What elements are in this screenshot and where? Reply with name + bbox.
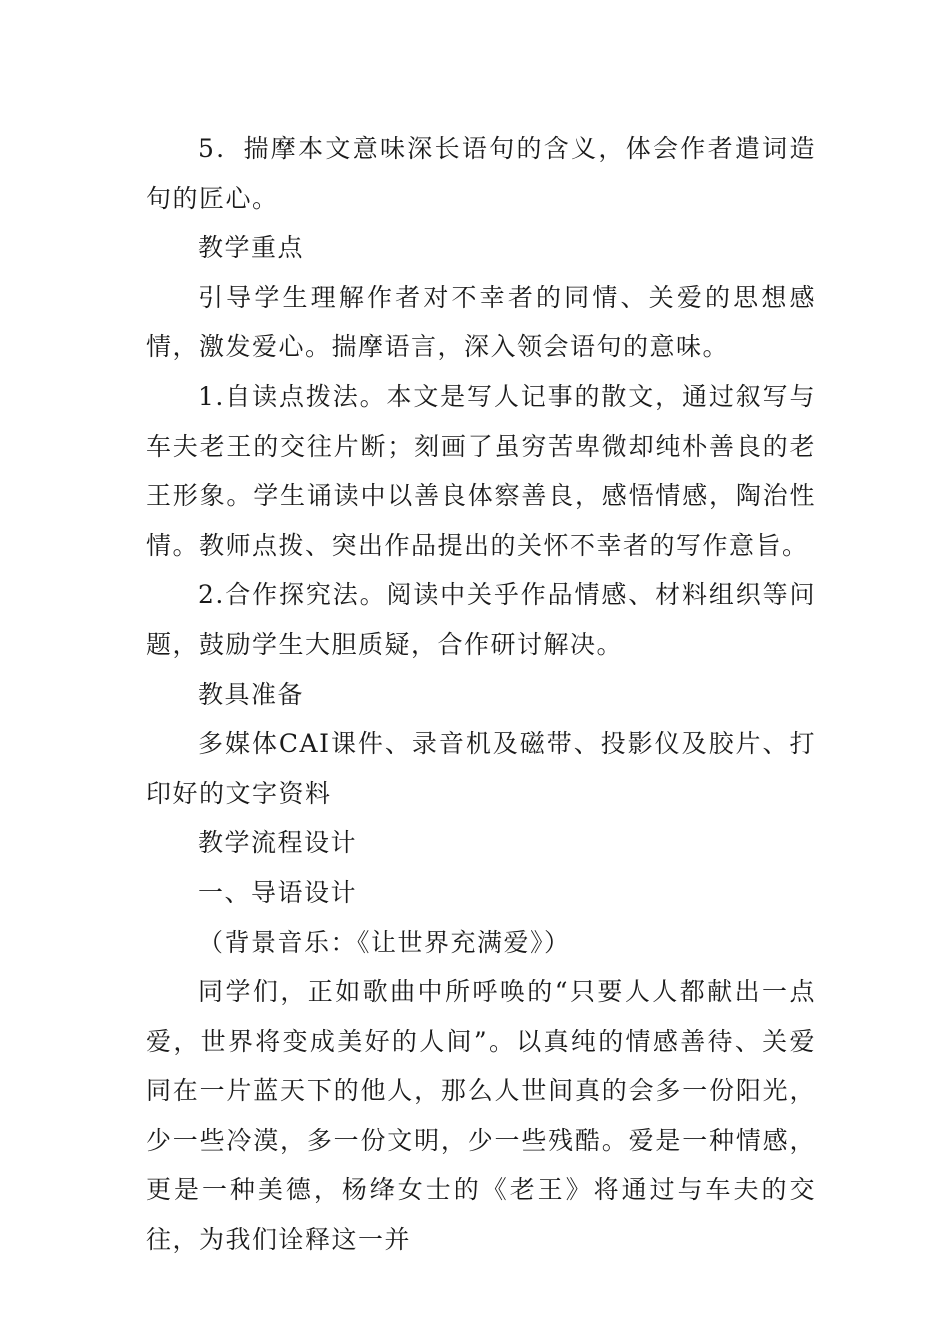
paragraph-teaching-focus: 引导学生理解作者对不幸者的同情、关爱的思想感情，激发爱心。揣摩语言，深入领会语句的意味。	[146, 282, 816, 362]
paragraph-method-2: 2.合作探究法。阅读中关乎作品情感、材料组织等问题，鼓励学生大胆质疑，合作研讨解决。	[146, 580, 816, 659]
paragraph-objective-5: 5．揣摩本文意味深长语句的含义，体会作者遣词造句的匠心。	[146, 134, 816, 213]
heading-intro-design: 一、导语设计	[198, 877, 358, 907]
heading-teaching-aids: 教具准备	[198, 679, 305, 709]
paragraph-intro-text: 同学们，正如歌曲中所呼唤的“只要人人都献出一点爱，世界将变成美好的人间”。以真纯的情感善待、关爱同在一片蓝天下的他人，那么人世间真的会多一份阳光，少一些冷漠，多一份文明，少一些残酷。爱是一种情感，更是一种美德，杨绛女士的《老王》将通过与车夫的交往，为我们诠释这一并	[146, 977, 816, 1255]
heading-teaching-flow: 教学流程设计	[198, 828, 358, 858]
document-body	[146, 124, 816, 1265]
paragraph-method-1: 1.自读点拨法。本文是写人记事的散文，通过叙写与车夫老王的交往片断；刻画了虽穷苦卑微却纯朴善良的老王形象。学生诵读中以善良体察善良，感悟情感，陶治性情。教师点拨、突出作品提出的关怀不幸者的写作意旨。	[146, 381, 816, 560]
paragraph-background-music: （背景音乐：《让世界充满爱》）	[198, 927, 571, 957]
paragraph-teaching-aids: 多媒体CAI课件、录音机及磁带、投影仪及胶片、打印好的文字资料	[146, 729, 816, 808]
heading-teaching-focus: 教学重点	[198, 233, 305, 263]
